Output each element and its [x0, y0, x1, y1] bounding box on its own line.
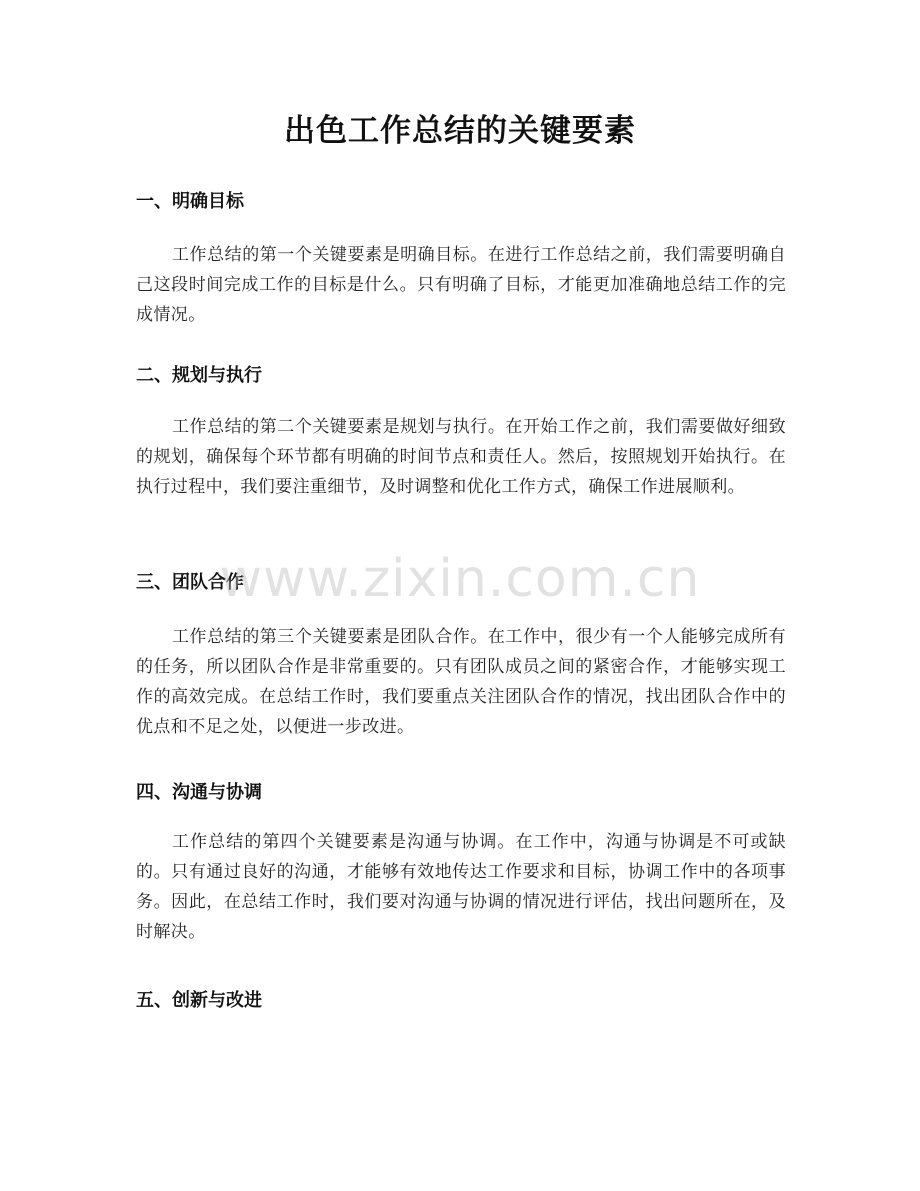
- section-paragraph-2: 工作总结的第二个关键要素是规划与执行。在开始工作之前，我们需要做好细致的规划，确保每个环节都有明确的时间节点和责任人。然后，按照规划开始执行。在执行过程中，我们要注重细节，及时调整和优化工作方式，确保工作进展顺利。: [136, 417, 786, 497]
- watermark-text: www.zixin.com.cn: [219, 549, 701, 609]
- document-title: 出色工作总结的关键要素: [284, 113, 636, 149]
- section-heading-2: 二、规划与执行: [136, 365, 262, 386]
- section-paragraph-3: 工作总结的第三个关键要素是团队合作。在工作中，很少有一个人能够完成所有的任务，所以团队合作是非常重要的。只有团队成员之间的紧密合作，才能够实现工作的高效完成。在总结工作时，我们要重点关注团队合作的情况，找出团队合作中的优点和不足之处，以便进一步改进。: [136, 627, 786, 737]
- section-heading-3: 三、团队合作: [136, 572, 244, 593]
- section-paragraph-1: 工作总结的第一个关键要素是明确目标。在进行工作总结之前，我们需要明确自己这段时间完成工作的目标是什么。只有明确了目标，才能更加准确地总结工作的完成情况。: [136, 245, 786, 325]
- section-heading-1: 一、明确目标: [136, 191, 244, 212]
- section-heading-4: 四、沟通与协调: [136, 782, 262, 803]
- section-paragraph-4: 工作总结的第四个关键要素是沟通与协调。在工作中，沟通与协调是不可或缺的。只有通过良好的沟通，才能够有效地传达工作要求和目标，协调工作中的各项事务。因此，在总结工作时，我们要对沟通与协调的情况进行评估，找出问题所在，及时解决。: [136, 832, 786, 942]
- section-heading-5: 五、创新与改进: [136, 990, 262, 1011]
